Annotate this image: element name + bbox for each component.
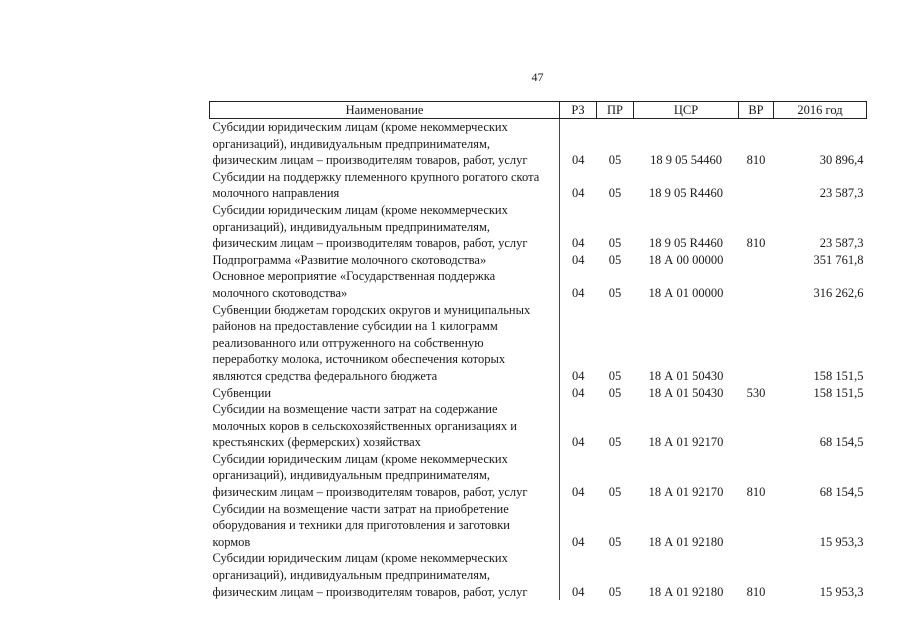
row-pr: 05 <box>608 186 622 201</box>
row-vr: 810 <box>746 584 766 599</box>
row-csr: 18 9 05 R4460 <box>649 186 723 201</box>
row-name-line: молочных коров в сельскохозяйственных организациях и <box>212 418 517 433</box>
row-csr: 18 А 01 00000 <box>648 285 724 300</box>
row-name-line: Субсидии на возмещение части затрат на содержание <box>212 402 498 417</box>
row-pr: 05 <box>608 252 622 267</box>
row-name-line: Субсидии на поддержку племенного крупного рогатого скота <box>212 169 540 184</box>
row-vr <box>739 252 774 269</box>
row-amount: 158 151,5 <box>813 385 864 400</box>
row-vr <box>739 169 774 202</box>
row-pr: 05 <box>608 584 622 599</box>
row-csr: 18 А 01 92180 <box>648 584 724 599</box>
table-row <box>210 385 867 402</box>
header-pr: ПР <box>597 102 634 119</box>
row-name <box>210 550 560 600</box>
row-rz: 04 <box>572 285 585 300</box>
row-csr: 18 А 01 50430 <box>648 368 724 383</box>
row-name-line: Субсидии юридическим лицам (кроме некоммерческих <box>212 120 508 134</box>
row-pr: 05 <box>608 368 622 383</box>
row-name-line: Субвенции бюджетам городских округов и муниципальных <box>212 302 531 317</box>
row-name-line: физическим лицам – производителям товаров, работ, услуг <box>212 485 528 500</box>
row-rz: 04 <box>572 584 585 599</box>
row-pr: 05 <box>608 236 622 251</box>
table-row <box>210 202 867 252</box>
row-name-line: районов на предоставление субсидии на 1 килограмм <box>212 319 498 334</box>
row-vr <box>739 401 774 451</box>
row-csr: 18 А 01 92180 <box>648 534 724 549</box>
row-rz: 04 <box>572 236 585 251</box>
row-pr: 05 <box>608 485 622 500</box>
row-name-line: физическим лицам – производителям товаров, работ, услуг <box>212 584 528 599</box>
table-row <box>210 501 867 551</box>
table-row <box>210 169 867 202</box>
row-name <box>210 401 560 451</box>
budget-table <box>209 101 867 600</box>
row-csr: 18 А 01 92170 <box>648 435 724 450</box>
row-amount: 158 151,5 <box>813 368 864 383</box>
table-row <box>210 401 867 451</box>
row-rz: 04 <box>572 485 585 500</box>
table-row <box>210 268 867 301</box>
row-rz: 04 <box>572 435 585 450</box>
row-name <box>210 302 560 385</box>
row-csr: 18 А 01 50430 <box>648 385 724 400</box>
row-amount: 15 953,3 <box>819 584 864 599</box>
row-name-line: кормов <box>212 534 251 549</box>
header-rz: РЗ <box>560 102 597 119</box>
row-name <box>210 252 560 269</box>
row-name-line: организаций), индивидуальным предпринимателям, <box>212 568 490 583</box>
row-name-line: Субсидии юридическим лицам (кроме некоммерческих <box>212 551 508 566</box>
row-vr <box>739 268 774 301</box>
row-pr: 05 <box>608 435 622 450</box>
row-amount: 23 587,3 <box>819 186 864 201</box>
row-pr: 05 <box>608 153 622 168</box>
header-year: 2016 год <box>774 102 867 119</box>
row-rz: 04 <box>572 186 585 201</box>
row-name-line: организаций), индивидуальным предпринимателям, <box>212 219 490 234</box>
budget-table-container <box>209 101 866 600</box>
row-vr: 810 <box>746 485 766 500</box>
row-rz: 04 <box>572 368 585 383</box>
row-name <box>210 451 560 501</box>
row-name-line: физическим лицам – производителям товаров, работ, услуг <box>212 236 528 251</box>
page-number: 47 <box>531 70 544 84</box>
row-pr: 05 <box>608 385 622 400</box>
row-name-line: являются средства федерального бюджета <box>212 368 438 383</box>
row-vr <box>739 501 774 551</box>
row-name-line: физическим лицам – производителям товаров, работ, услуг <box>212 153 528 168</box>
row-name <box>210 501 560 551</box>
header-row <box>210 102 867 119</box>
row-name-line: Субсидии юридическим лицам (кроме некоммерческих <box>212 451 508 466</box>
row-name-line: оборудования и техники для приготовления и заготовки <box>212 518 510 533</box>
row-vr: 810 <box>746 153 766 168</box>
row-name-line: переработку молока, источником обеспечения которых <box>212 352 506 367</box>
row-amount: 68 154,5 <box>819 485 864 500</box>
row-name <box>210 202 560 252</box>
row-vr <box>739 302 774 385</box>
row-rz: 04 <box>572 153 585 168</box>
row-amount: 351 761,8 <box>813 252 864 267</box>
row-name-line: организаций), индивидуальным предпринимателям, <box>212 136 490 151</box>
row-amount: 30 896,4 <box>819 153 864 168</box>
row-name-line: Основное мероприятие «Государственная поддержка <box>212 269 496 284</box>
row-vr: 530 <box>746 385 766 400</box>
row-csr: 18 9 05 R4460 <box>649 236 723 251</box>
row-amount: 316 262,6 <box>813 285 864 300</box>
row-pr: 05 <box>608 285 622 300</box>
row-name <box>210 169 560 202</box>
row-name-line: организаций), индивидуальным предпринимателям, <box>212 468 490 483</box>
row-csr: 18 9 05 54460 <box>650 153 722 168</box>
row-pr: 05 <box>608 534 622 549</box>
row-name-line: Подпрограмма «Развитие молочного скотоводства» <box>212 252 487 267</box>
header-csr: ЦСР <box>634 102 739 119</box>
table-body <box>210 119 867 601</box>
table-header <box>210 102 867 119</box>
row-name-line: реализованного или отгруженного на собственную <box>212 335 484 350</box>
header-vr: ВР <box>739 102 774 119</box>
row-rz: 04 <box>572 385 585 400</box>
table-row <box>210 550 867 600</box>
row-amount: 68 154,5 <box>819 435 864 450</box>
table-row <box>210 252 867 269</box>
row-name <box>210 268 560 301</box>
row-vr: 810 <box>746 236 766 251</box>
row-name-line: крестьянских (фермерских) хозяйствах <box>212 435 421 450</box>
row-amount: 15 953,3 <box>819 534 864 549</box>
row-rz: 04 <box>572 534 585 549</box>
row-name-line: Субсидии на возмещение части затрат на приобретение <box>212 501 509 516</box>
table-row <box>210 451 867 501</box>
row-name <box>210 385 560 402</box>
table-row <box>210 119 867 169</box>
header-name: Наименование <box>210 102 560 119</box>
row-csr: 18 А 01 92170 <box>648 485 724 500</box>
row-name-line: Субвенции <box>212 385 272 400</box>
row-name-line: молочного скотоводства» <box>212 285 348 300</box>
row-amount: 23 587,3 <box>819 236 864 251</box>
row-csr: 18 А 00 00000 <box>648 252 724 267</box>
table-row <box>210 302 867 385</box>
row-rz: 04 <box>572 252 585 267</box>
row-name-line: молочного направления <box>212 186 340 201</box>
row-name-line: Субсидии юридическим лицам (кроме некоммерческих <box>212 202 508 217</box>
row-name <box>210 119 560 169</box>
